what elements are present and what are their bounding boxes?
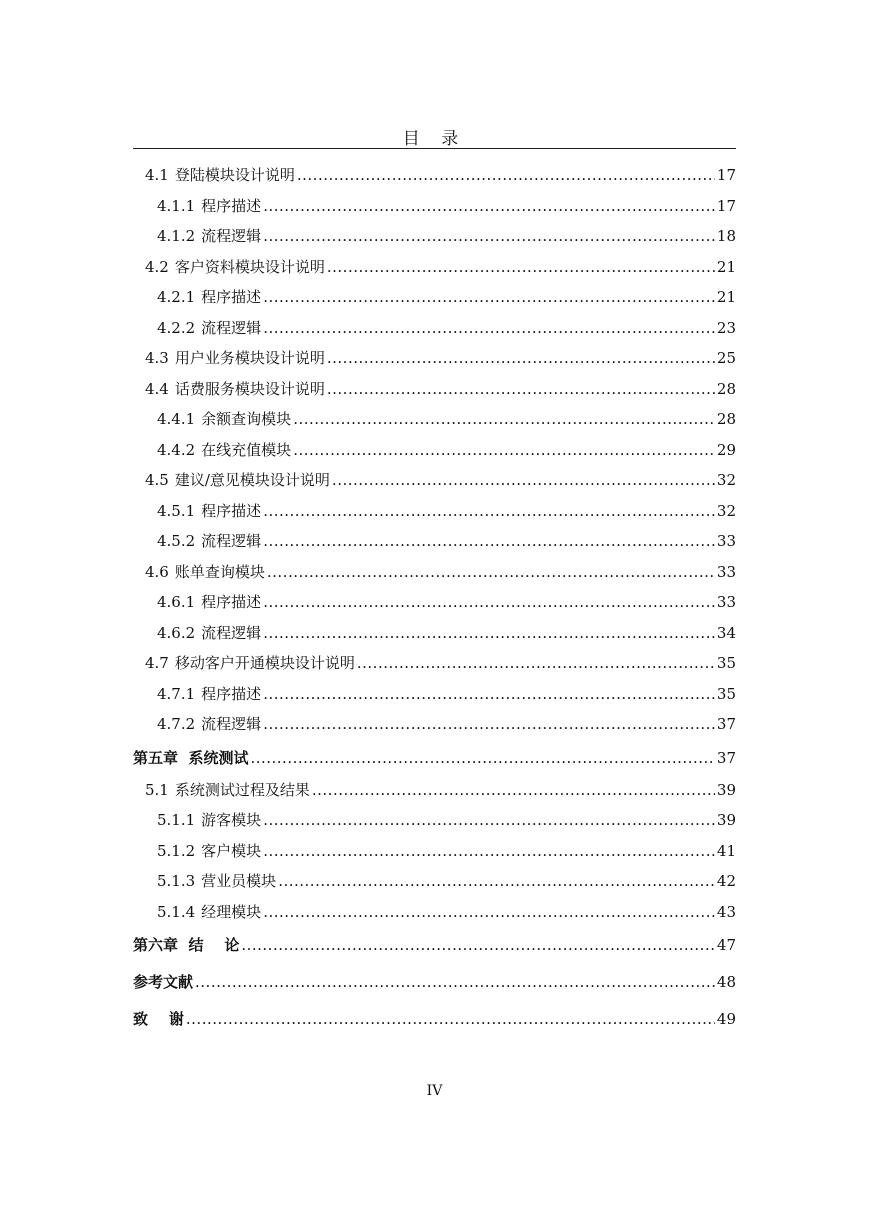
toc-entry-page: 42 [716,872,736,890]
toc-leader-dots [263,805,715,835]
toc-leader-dots [263,282,715,312]
toc-leader-dots [297,160,715,190]
toc-entry[interactable] [145,374,736,404]
toc-entry[interactable] [145,465,736,495]
toc-leader-dots [263,897,715,927]
toc-entry-page: 39 [716,780,736,799]
toc-entry-title: 登陆模块设计说明 [174,166,295,184]
toc-entry-number: 4.5 [145,471,169,489]
toc-entry-number: 4.2 [145,257,169,276]
toc-entry-number: 4.1.1 [157,196,196,215]
toc-entry-page: 28 [716,410,736,428]
toc-entry-page: 17 [716,196,736,215]
toc-entry[interactable] [157,679,736,709]
toc-leader-dots [263,313,715,343]
toc-entry-title: 流程逻辑 [201,532,262,550]
toc-entry-page: 33 [716,593,736,611]
toc-leader-dots [195,967,715,997]
toc-leader-dots [263,221,715,251]
toc-entry[interactable] [133,1004,736,1034]
toc-entry[interactable] [157,587,736,617]
toc-entry-title: 客户模块 [201,841,262,860]
toc-entry-page: 47 [716,936,736,954]
toc-entry-number: 4.5.1 [157,501,196,520]
toc-leader-dots [327,252,715,282]
toc-leader-dots [263,709,715,739]
toc-entry[interactable] [133,967,736,997]
toc-heading: 目 录 [402,129,467,149]
toc-entry-page: 28 [716,379,736,398]
toc-entry[interactable] [157,282,736,312]
toc-entry-number: 5.1.2 [157,841,196,860]
toc-entry-page: 32 [716,501,736,520]
toc-entry-page: 29 [716,440,736,459]
toc-entry-number: 4.2.2 [157,318,196,337]
toc-entry-page: 18 [716,227,736,245]
toc-entry-number: 5.1.4 [157,902,196,921]
toc-entry-title: 经理模块 [201,902,262,921]
toc-entry-title: 程序描述 [201,593,262,611]
toc-entry-title: 营业员模块 [201,872,277,890]
page-number: IV [426,1083,443,1099]
toc-entry-title: 第五章 系统测试 [133,748,249,767]
toc-entry[interactable] [145,252,736,282]
toc-entry-title: 程序描述 [201,196,262,215]
toc-entry-page: 33 [716,562,736,581]
toc-leader-dots [263,618,715,648]
header-rule [133,148,736,149]
toc-entry[interactable] [133,743,736,773]
toc-entry[interactable] [157,526,736,556]
toc-entry-title: 致 谢 [133,1010,184,1028]
toc-entry-title: 系统测试过程及结果 [174,780,310,799]
toc-entry-page: 37 [716,748,736,767]
toc-entry[interactable] [157,435,736,465]
toc-entry-number: 4.5.2 [157,532,196,550]
toc-entry[interactable] [157,836,736,866]
toc-leader-dots [263,587,715,617]
toc-entry-number: 4.7 [145,654,169,672]
toc-entry-title: 余额查询模块 [201,410,292,428]
toc-entry[interactable] [133,930,736,960]
toc-entry-number: 4.2.1 [157,288,196,306]
toc-entry-title: 流程逻辑 [201,227,262,245]
toc-entry-title: 流程逻辑 [201,715,262,733]
toc-entry-number: 4.7.2 [157,715,196,733]
toc-entry-title: 程序描述 [201,501,262,520]
toc-entry[interactable] [157,618,736,648]
toc-entry-number: 5.1.1 [157,811,196,829]
toc-entry-page: 17 [716,166,736,184]
toc-entry-page: 37 [716,715,736,733]
toc-leader-dots [267,557,715,587]
toc-entry-title: 程序描述 [201,288,262,306]
toc-entry[interactable] [157,221,736,251]
toc-entry-number: 4.6 [145,562,169,581]
toc-entry-page: 49 [716,1010,736,1028]
toc-entry-number: 4.4 [145,379,169,398]
toc-leader-dots [263,836,715,866]
toc-entry-number: 4.4.1 [157,410,196,428]
toc-leader-dots [241,930,715,960]
toc-leader-dots [263,191,715,221]
toc-entry[interactable] [157,313,736,343]
toc-entry-number: 4.1 [145,166,169,184]
toc-leader-dots [263,526,715,556]
toc-leader-dots [293,404,715,434]
toc-entry[interactable] [157,866,736,896]
toc-entry-page: 21 [716,288,736,306]
toc-leader-dots [278,866,715,896]
toc-leader-dots [263,496,715,526]
toc-entry-number: 5.1.3 [157,872,196,890]
toc-entry-page: 43 [716,902,736,921]
toc-entry-title: 流程逻辑 [201,623,262,642]
toc-entry-title: 客户资料模块设计说明 [174,257,325,276]
toc-entry[interactable] [157,897,736,927]
toc-entry-number: 5.1 [145,780,169,799]
toc-entry-page: 33 [716,532,736,550]
toc-entry[interactable] [157,191,736,221]
toc-entry-number: 4.7.1 [157,684,196,703]
toc-entry-page: 23 [716,318,736,337]
toc-entry-number: 4.3 [145,349,169,367]
toc-entry-number: 4.6.2 [157,623,196,642]
toc-entry[interactable] [145,648,736,678]
toc-entry-title: 游客模块 [201,811,262,829]
toc-leader-dots [250,743,714,773]
toc-entry[interactable] [145,557,736,587]
toc-entry-page: 21 [716,257,736,276]
toc-leader-dots [332,465,715,495]
toc-entry-page: 41 [716,841,736,860]
toc-leader-dots [327,343,715,373]
toc-entry-title: 移动客户开通模块设计说明 [174,654,355,672]
toc-entry[interactable] [157,496,736,526]
toc-entry-page: 34 [716,623,736,642]
toc-entry-title: 参考文献 [133,973,194,991]
toc-entry-title: 流程逻辑 [201,318,262,337]
toc-entry[interactable] [145,160,736,190]
toc-entry-title: 第六章 结 论 [133,936,240,954]
toc-leader-dots [186,1004,715,1034]
toc-leader-dots [293,435,715,465]
toc-entry[interactable] [157,404,736,434]
toc-entry-page: 32 [716,471,736,489]
toc-leader-dots [263,679,715,709]
toc-entry-page: 25 [716,349,736,367]
toc-entry-title: 程序描述 [201,684,262,703]
toc-leader-dots [357,648,715,678]
toc-entry-number: 4.4.2 [157,440,196,459]
toc-entry[interactable] [145,343,736,373]
toc-leader-dots [312,775,715,805]
toc-entry-title: 账单查询模块 [174,562,265,581]
toc-entry-title: 用户业务模块设计说明 [174,349,325,367]
toc-leader-dots [327,374,715,404]
toc-entry-title: 在线充值模块 [201,440,292,459]
toc-entry[interactable] [157,805,736,835]
toc-entry-page: 35 [716,654,736,672]
toc-entry-page: 39 [716,811,736,829]
toc-entry-title: 话费服务模块设计说明 [174,379,325,398]
toc-entry-page: 35 [716,684,736,703]
toc-entry[interactable] [145,775,736,805]
toc-entry-page: 48 [716,973,736,991]
toc-entry-number: 4.1.2 [157,227,196,245]
toc-entry-number: 4.6.1 [157,593,196,611]
toc-entry[interactable] [157,709,736,739]
toc-entry-title: 建议/意见模块设计说明 [174,471,330,489]
